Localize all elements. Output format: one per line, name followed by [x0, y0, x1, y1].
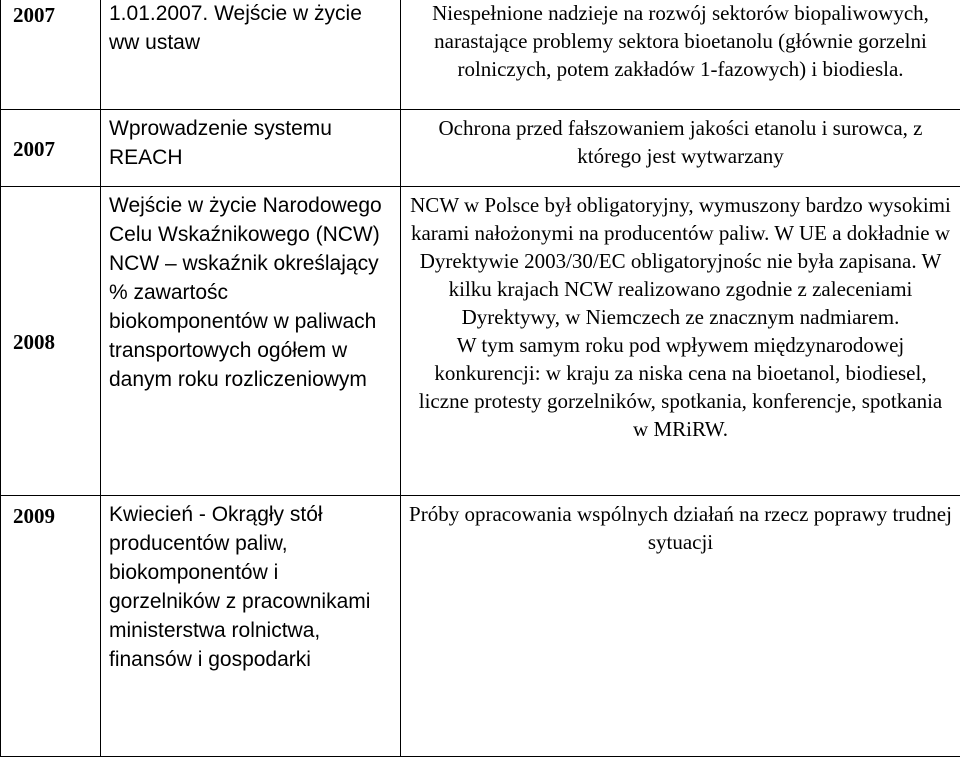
- table-row: [1, 496, 960, 757]
- table-row: [1, 187, 960, 496]
- description-cell: Niespełnione nadzieje na rozwój sektorów biopaliwowych, narastające problemy sektora bioetanolu (głównie gorzelni rolniczych, potem zakładów 1-fazowych) i biodiesla.: [401, 0, 960, 110]
- table-row: [1, 110, 960, 187]
- description-paragraph: W tym samym roku pod wpływem międzynarodowej konkurencji: w kraju za niska cena na bioetanol, biodiesel, liczne protesty gorzelników, spotkania, konferencje, spotkania w MRiRW.: [409, 331, 952, 443]
- year-cell: 2007: [1, 110, 101, 187]
- description-cell: [401, 187, 960, 496]
- table-row: [1, 0, 960, 110]
- year-cell: 2007: [1, 0, 101, 110]
- event-cell: Wejście w życie Narodowego Celu Wskaźnikowego (NCW) NCW – wskaźnik określający % zawartośc biokomponentów w paliwach transportowych ogółem w danym roku rozliczeniowym: [101, 187, 401, 496]
- event-cell: 1.01.2007. Wejście w życie ww ustaw: [101, 0, 401, 110]
- event-cell: Kwiecień - Okrągły stół producentów paliw, biokomponentów i gorzelników z pracownikami ministerstwa rolnictwa, finansów i gospodarki: [101, 496, 401, 757]
- year-cell: 2008: [1, 187, 101, 496]
- event-cell: Wprowadzenie systemu REACH: [101, 110, 401, 187]
- year-cell: 2009: [1, 496, 101, 757]
- description-cell: Próby opracowania wspólnych działań na rzecz poprawy trudnej sytuacji: [401, 496, 960, 757]
- description-paragraph: NCW w Polsce był obligatoryjny, wymuszony bardzo wysokimi karami nałożonymi na producentów paliw. W UE a dokładnie w Dyrektywie 2003/30/EC obligatoryjnośc nie była zapisana. W kilku krajach NCW realizowano zgodnie z zaleceniami Dyrektywy, w Niemczech ze znacznym nadmiarem.: [409, 191, 952, 331]
- description-cell: Ochrona przed fałszowaniem jakości etanolu i surowca, z którego jest wytwarzany: [401, 110, 960, 187]
